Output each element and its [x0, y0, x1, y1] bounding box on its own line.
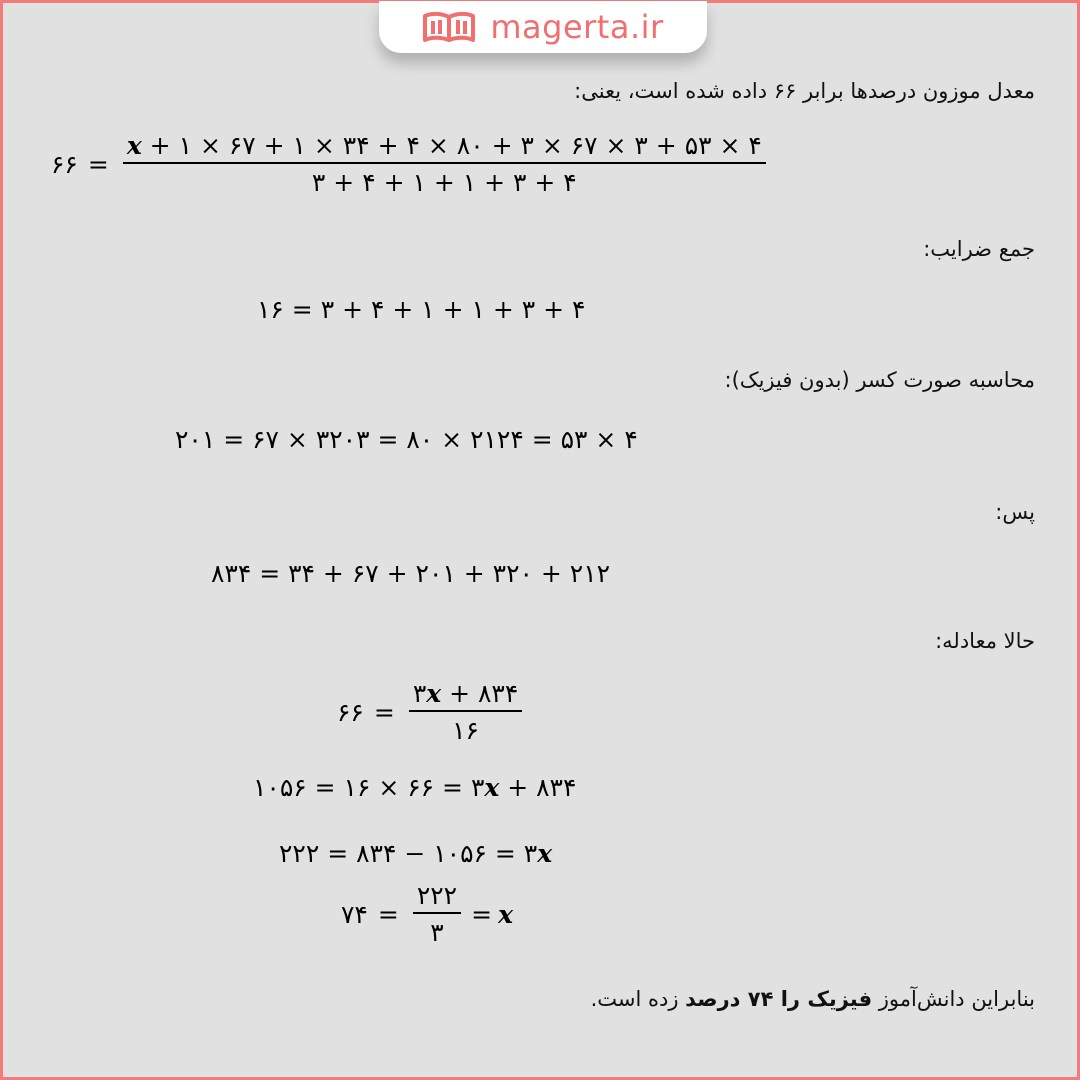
eq5-numerator — [409, 679, 522, 712]
conclusion-bold: فیزیک را ۷۴ درصد — [685, 987, 873, 1011]
subtract-equation — [279, 839, 552, 868]
multiply-equation — [253, 773, 576, 802]
equals-sign: = — [377, 899, 399, 929]
equals-sign: = — [373, 697, 395, 727]
coefficients-sum-label: جمع ضرایب: — [923, 237, 1035, 261]
eq1-fraction — [123, 131, 766, 197]
eq8-equals: = — [471, 899, 493, 929]
eq1-lhs: ۶۶ — [51, 149, 78, 179]
eq1-numerator-terms: + ۱ × ۶۷ + ۱ × ۳۴ + ۴ × ۸۰ + ۳ × ۶۷ × ۳ + ۵۳ × ۴ — [149, 131, 762, 160]
eq1-variable: x — [126, 131, 142, 160]
eq6-variable: x — [484, 773, 500, 802]
conclusion-post: زده است. — [590, 987, 686, 1011]
eq8-fraction — [413, 881, 461, 947]
products-equation: ۲۰۱ = ۶۷ × ۳۲۰۳ = ۸۰ × ۲۱۲۴ = ۵۳ × ۴ — [175, 425, 638, 454]
eq5-lhs: ۶۶ — [337, 697, 364, 727]
eq5-constant: + ۸۳۴ — [449, 679, 519, 708]
conclusion-pre: بنابراین دانش‌آموز — [872, 987, 1035, 1011]
eq1-numerator — [123, 131, 766, 164]
eq1-denominator: ۳ + ۴ + ۱ + ۱ + ۳ + ۴ — [311, 168, 577, 197]
brand-name: magerta.ir — [490, 8, 664, 46]
coefficients-sum-equation: ۱۶ = ۳ + ۴ + ۱ + ۱ + ۳ + ۴ — [257, 295, 586, 324]
brand-header[interactable] — [379, 1, 707, 53]
open-book-icon — [422, 12, 476, 42]
solution-equation — [341, 881, 513, 947]
eq5-coefficient: ۳ — [412, 679, 427, 708]
eq6-left: ۱۰۵۶ = ۱۶ × ۶۶ = ۳ — [253, 773, 485, 802]
intro-text: معدل موزون درصدها برابر ۶۶ داده شده است، یعنی: — [574, 79, 1035, 103]
eq8-denominator: ۳ — [430, 918, 444, 947]
eq8-numerator: ۲۲۲ — [413, 881, 461, 914]
numerator-sum-equation: ۸۳۴ = ۳۴ + ۶۷ + ۲۰۱ + ۳۲۰ + ۲۱۲ — [211, 559, 611, 588]
eq8-variable: x — [498, 899, 513, 929]
eq5-fraction — [409, 679, 522, 745]
eq6-right: + ۸۳۴ — [507, 773, 577, 802]
eq5-denominator: ۱۶ — [452, 716, 479, 745]
equation-label: حالا معادله: — [935, 629, 1035, 653]
eq7-left: ۲۲۲ = ۸۳۴ − ۱۰۵۶ = ۳ — [279, 839, 538, 868]
equals-sign: = — [87, 149, 109, 179]
eq5-variable: x — [426, 679, 442, 708]
conclusion-text — [591, 987, 1035, 1011]
weighted-average-equation — [51, 131, 770, 197]
numerator-calc-label: محاسبه صورت کسر (بدون فیزیک): — [724, 368, 1035, 392]
therefore-label: پس: — [995, 500, 1035, 524]
eq8-lhs: ۷۴ — [341, 899, 368, 929]
eq7-variable: x — [537, 839, 553, 868]
average-fraction-equation — [337, 679, 526, 745]
